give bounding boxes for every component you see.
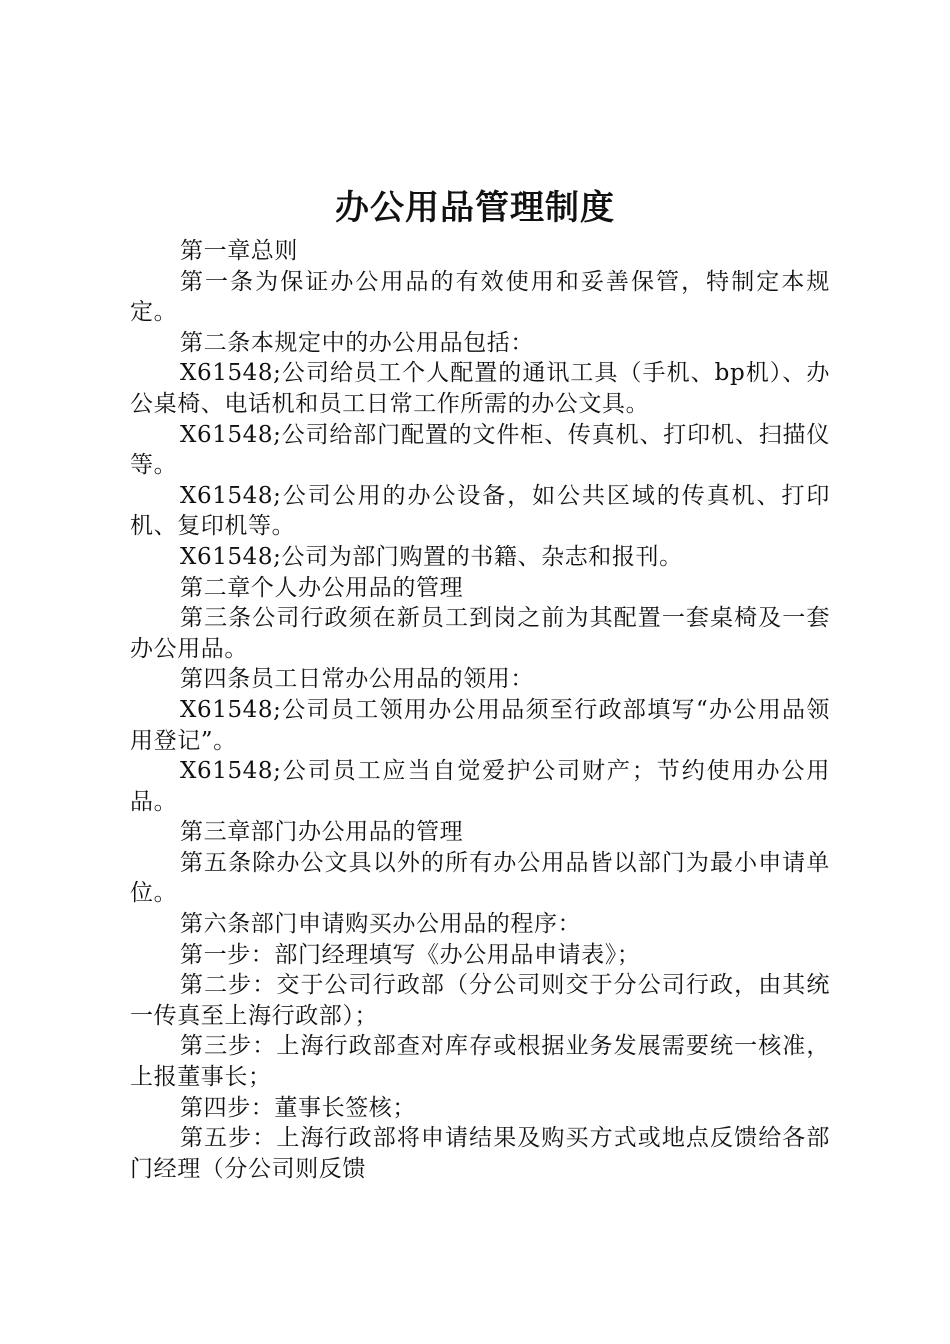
paragraph: X61548;公司员工应当自觉爱护公司财产；节约使用办公用品。 [130, 758, 830, 815]
paragraph: 第二步：交于公司行政部（分公司则交于分公司行政，由其统一传真至上海行政部）； [130, 972, 830, 1029]
paragraph: 第四条员工日常办公用品的领用： [180, 666, 534, 693]
paragraph: X61548;公司为部门购置的书籍、杂志和报刊。 [180, 543, 683, 570]
paragraph: 第一步：部门经理填写《办公用品申请表》； [180, 941, 641, 968]
paragraph: 第二章个人办公用品的管理 [180, 574, 464, 601]
paragraph: 第一章总则 [180, 238, 298, 264]
paragraph: X61548;公司员工领用办公用品须至行政部填写“办公用品领用登记”。 [130, 696, 830, 754]
paragraph: 第二条本规定中的办公用品包括： [180, 329, 534, 356]
paragraph: 第五步：上海行政部将申请结果及购买方式或地点反馈给各部门经理（分公司则反馈 [130, 1125, 830, 1182]
paragraph: 第六条部门申请购买办公用品的程序： [180, 911, 582, 938]
paragraph: 第三条公司行政须在新员工到岗之前为其配置一套桌椅及一套办公用品。 [130, 605, 830, 662]
paragraph: 第五条除办公文具以外的所有办公用品皆以部门为最小申请单位。 [130, 849, 830, 907]
paragraph: 第一条为保证办公用品的有效使用和妥善保管，特制定本规定。 [130, 268, 830, 326]
paragraph: X61548;公司公用的办公设备，如公共区域的传真机、打印机、复印机等。 [130, 482, 830, 540]
document-body [130, 236, 830, 1184]
paragraph: 第三步：上海行政部查对库存或根据业务发展需要统一核准，上报董事长； [130, 1033, 830, 1091]
document-title: 办公用品管理制度 [335, 188, 615, 228]
paragraph: X61548;公司给员工个人配置的通讯工具（手机、bp机）、办公桌椅、电话机和员工日常工作所需的办公文具。 [130, 360, 830, 417]
paragraph: X61548;公司给部门配置的文件柜、传真机、打印机、扫描仪等。 [130, 421, 830, 479]
paragraph: 第四步：董事长签核； [180, 1094, 416, 1121]
paragraph: 第三章部门办公用品的管理 [180, 819, 464, 846]
